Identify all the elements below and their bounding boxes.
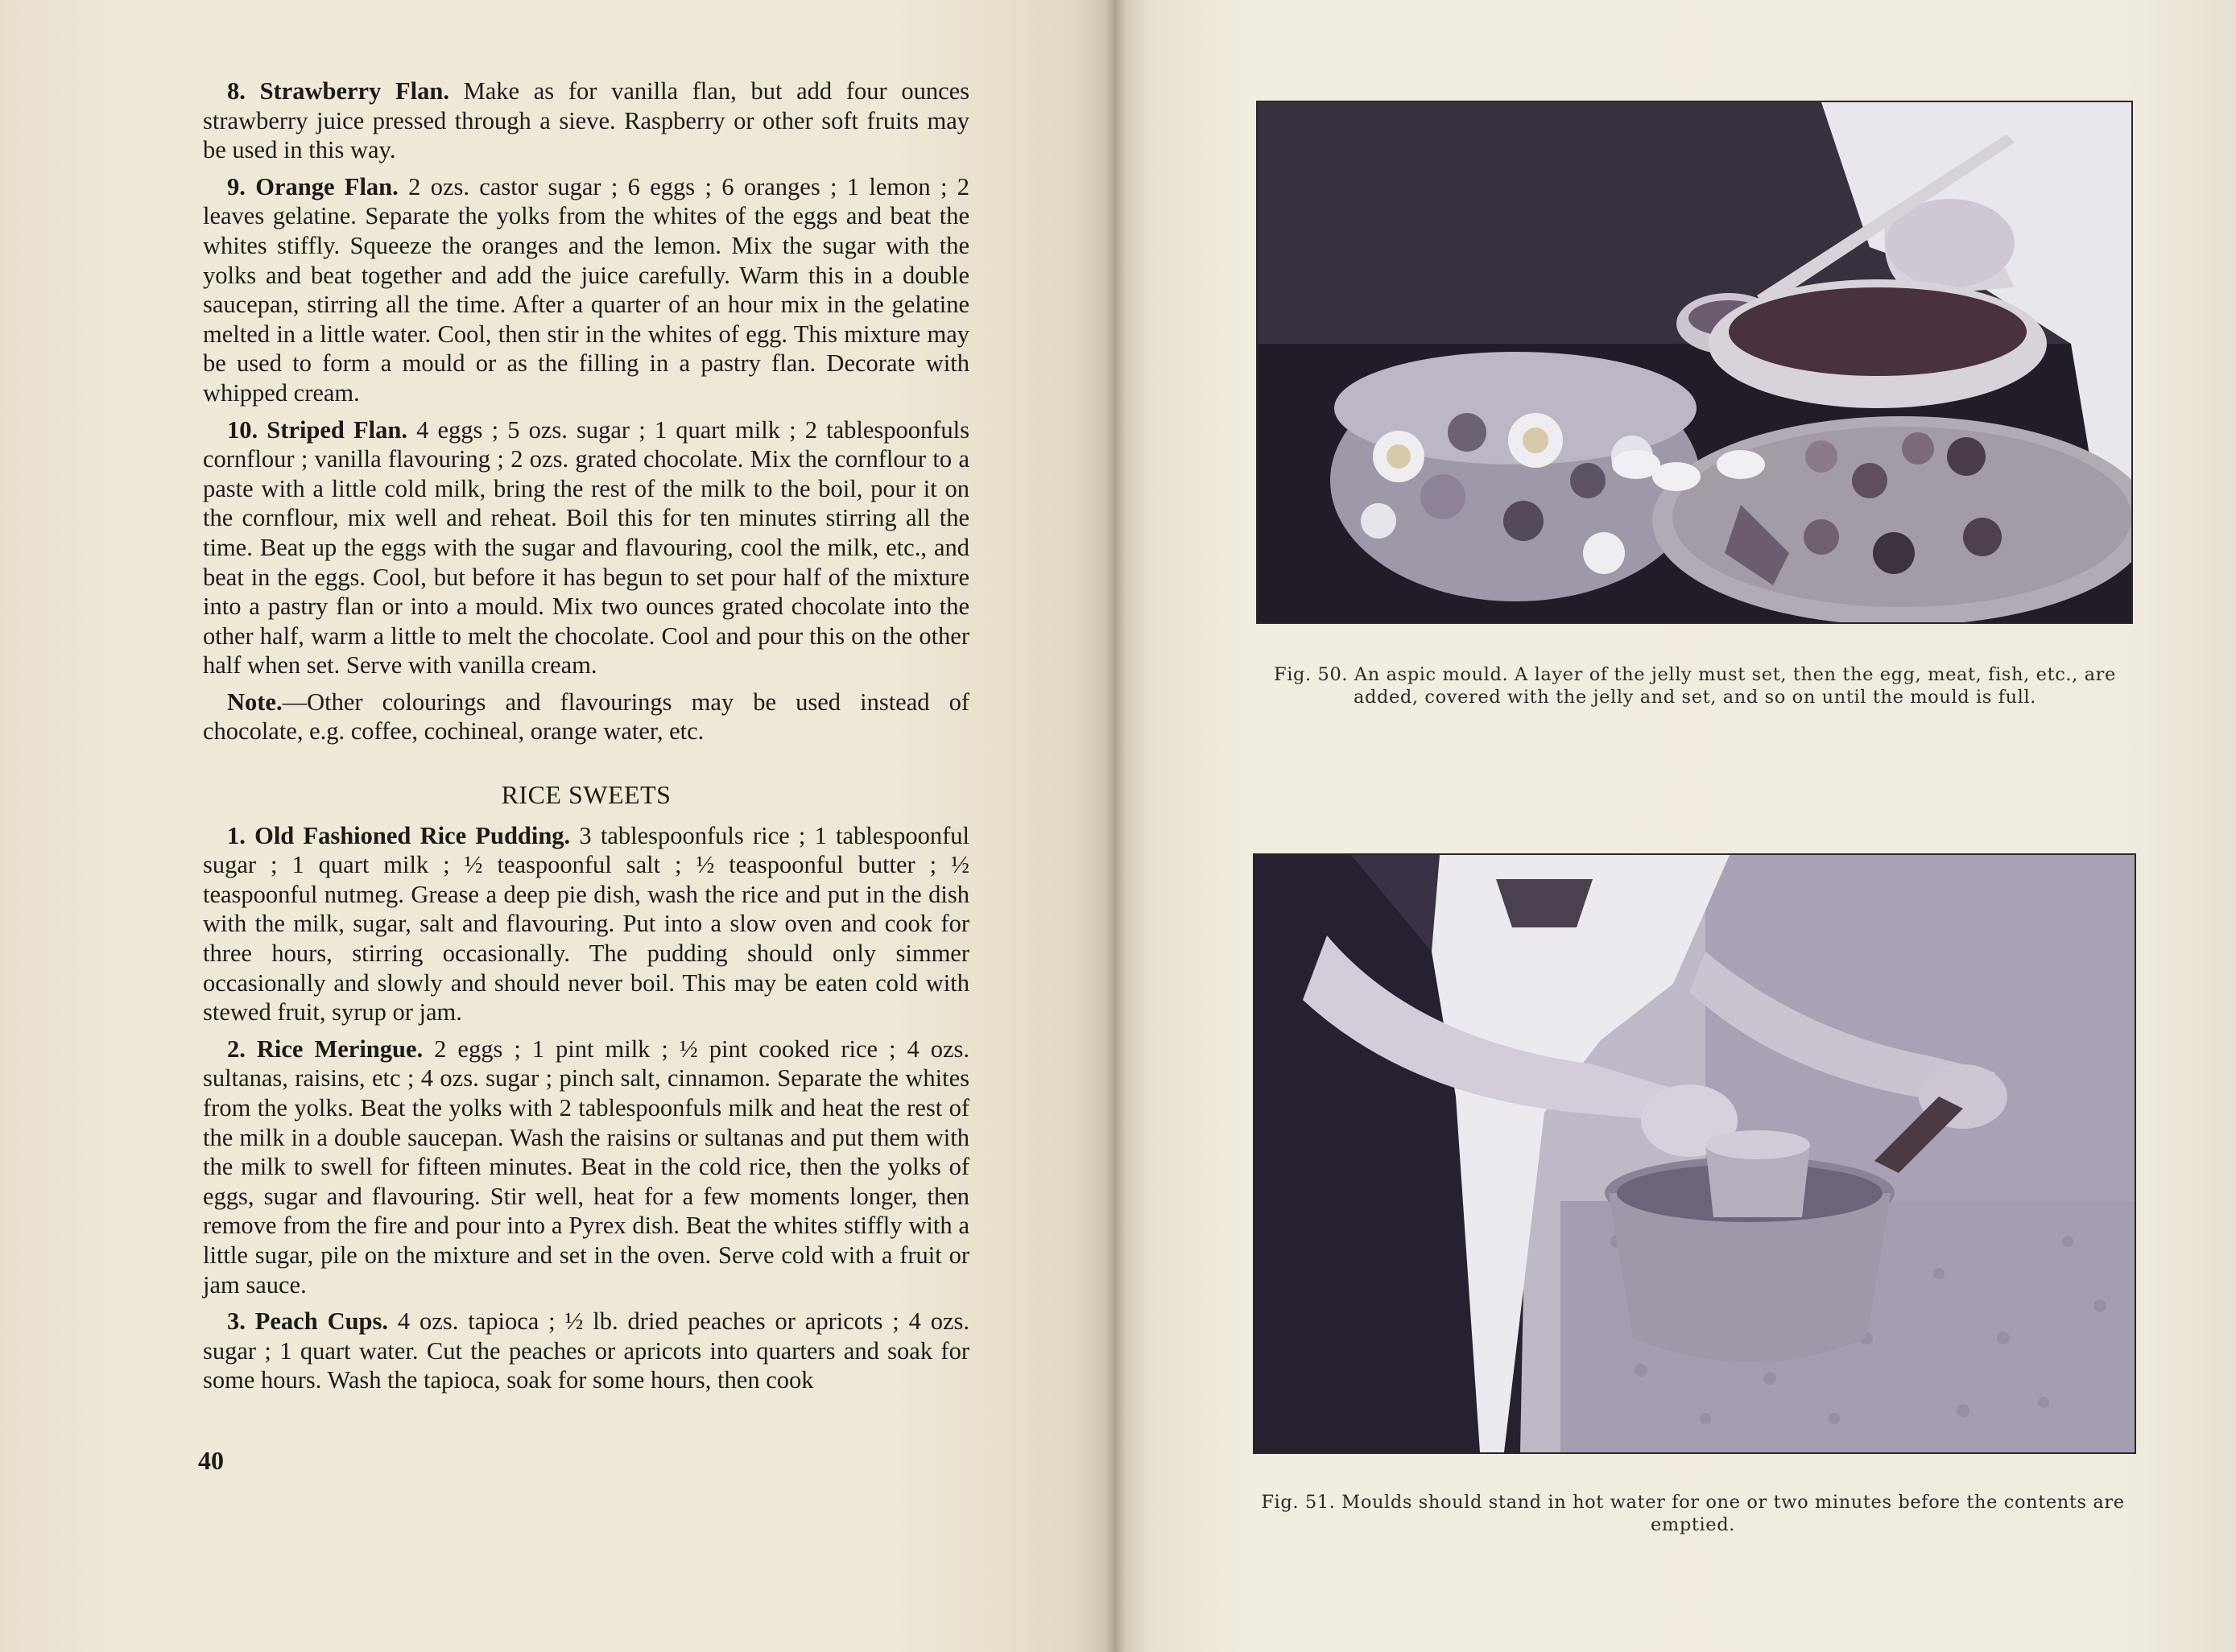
recipe-number: 9. xyxy=(227,172,246,200)
recipe-old-fashioned-rice-pudding xyxy=(203,821,969,1027)
recipe-number: 8. xyxy=(227,77,246,105)
recipe-strawberry-flan xyxy=(203,76,969,165)
recipe-title: Old Fashioned Rice Pudding. xyxy=(254,821,571,849)
recipe-striped-flan xyxy=(203,415,969,680)
recipe-number: 2. xyxy=(227,1035,246,1063)
recipe-body: 4 ozs. tapioca ; ½ lb. dried peaches or apricots ; 4 ozs. sugar ; 1 quart water. Cut the peaches or apricots into quarters and soak for some hours. Wash the tapioca, soak for some hours, then cook xyxy=(203,1307,970,1394)
figure-50-caption: Fig. 50. An aspic mould. A layer of the jelly must set, then the egg, meat, fish, etc., are added, covered with the jelly and set, and so on until the mould is full. xyxy=(1274,664,2116,708)
recipe-peach-cups xyxy=(203,1307,969,1395)
recipe-title: Peach Cups. xyxy=(254,1307,389,1336)
recipe-title: Rice Meringue. xyxy=(256,1035,424,1063)
note-label: Note. xyxy=(227,688,283,716)
note-body: —Other colourings and flavourings may be used instead of chocolate, e.g. coffee, cochineal, orange water, etc. xyxy=(203,688,969,745)
recipe-number: 3. xyxy=(227,1307,246,1336)
book-spine xyxy=(1105,0,1126,1652)
recipe-title: Strawberry Flan. xyxy=(259,77,449,105)
page-number: 40 xyxy=(198,1446,224,1475)
recipe-body: 4 eggs ; 5 ozs. sugar ; 1 quart milk ; 2 tablespoonfuls cornflour ; vanilla flavouring ; 2 ozs. grated chocolate. Mix the cornflour to a paste with a little cold milk, bring the rest of the milk to the boil, pour it on the cornflour, mix well and reheat. Boil this for ten minutes stirring all the time. Beat up the eggs with the sugar and flavouring, cool the milk, etc., and beat in the eggs. Cool, but before it has begun to set pour half of the mixture into a pastry flan or into a mould. Mix two ounces grated chocolate into the other half, warm a little to melt the chocolate. Cool and pour this on the other half when set. Serve with vanilla cream. xyxy=(203,415,970,679)
recipe-body: Make as for vanilla flan, but add four ounces strawberry juice pressed through a sieve. Raspberry or other soft fruits may be used in this way. xyxy=(203,77,970,164)
left-page xyxy=(0,0,1115,1652)
recipe-body: 3 tablespoonfuls rice ; 1 tablespoonful sugar ; 1 quart milk ; ½ teaspoonful salt ; ½ teaspoonful butter ; ½ teaspoonful nutmeg. Grease a deep pie dish, wash the rice and put in the dish with the milk, sugar, salt and flavouring. Put into a slow oven and cook for three hours, stirring occasionally. The pudding should only simmer occasionally and slowly and should never boil. This may be eaten cold with stewed fruit, syrup or jam. xyxy=(203,821,970,1026)
recipe-rice-meringue xyxy=(203,1035,969,1299)
note-paragraph xyxy=(203,688,969,746)
recipe-title: Striped Flan. xyxy=(267,415,407,444)
figure-51-caption: Fig. 51. Moulds should stand in hot water for one or two minutes before the contents are emptied. xyxy=(1261,1492,2125,1535)
recipe-orange-flan xyxy=(203,172,969,408)
moulds-illustration xyxy=(1254,855,2135,1452)
recipe-body: 2 ozs. castor sugar ; 6 eggs ; 6 oranges ; 1 lemon ; 2 leaves gelatine. Separate the yolks from the whites of the eggs and beat the whites stiffly. Squeeze the oranges and the lemon. Mix the sugar with the yolks and beat together and add the juice carefully. Warm this in a double saucepan, stirring all the time. After a quarter of an hour mix in the gelatine melted in a little water. Cool, then stir in the whites of egg. This mixture may be used to form a mould or as the filling in a pastry flan. Decorate with whipped cream. xyxy=(203,172,970,407)
recipe-number: 10. xyxy=(227,415,258,444)
figure-50-aspic-mould-photo xyxy=(1256,101,2133,624)
figure-51-moulds-photo xyxy=(1253,853,2136,1454)
section-heading-rice-sweets: RICE SWEETS xyxy=(501,780,672,810)
recipe-text-column xyxy=(203,76,969,1402)
recipe-title: Orange Flan. xyxy=(255,172,399,200)
recipe-body: 2 eggs ; 1 pint milk ; ½ pint cooked rice ; 4 ozs. sultanas, raisins, etc ; 4 ozs. sugar ; pinch salt, cinnamon. Separate the whites from the yolks. Beat the yolks with 2 tablespoonfuls milk and heat the rest of the milk in a double saucepan. Wash the raisins or sultanas and put them with the milk to swell for fifteen minutes. Beat in the cold rice, then the yolks of eggs, sugar and flavouring. Stir well, heat for a few moments longer, then remove from the fire and pour into a Pyrex dish. Beat the whites stiffly with a little sugar, pile on the mixture and set in the oven. Serve cold with a fruit or jam sauce. xyxy=(203,1035,970,1299)
aspic-mould-illustration xyxy=(1258,102,2131,622)
recipe-number: 1. xyxy=(227,821,246,849)
